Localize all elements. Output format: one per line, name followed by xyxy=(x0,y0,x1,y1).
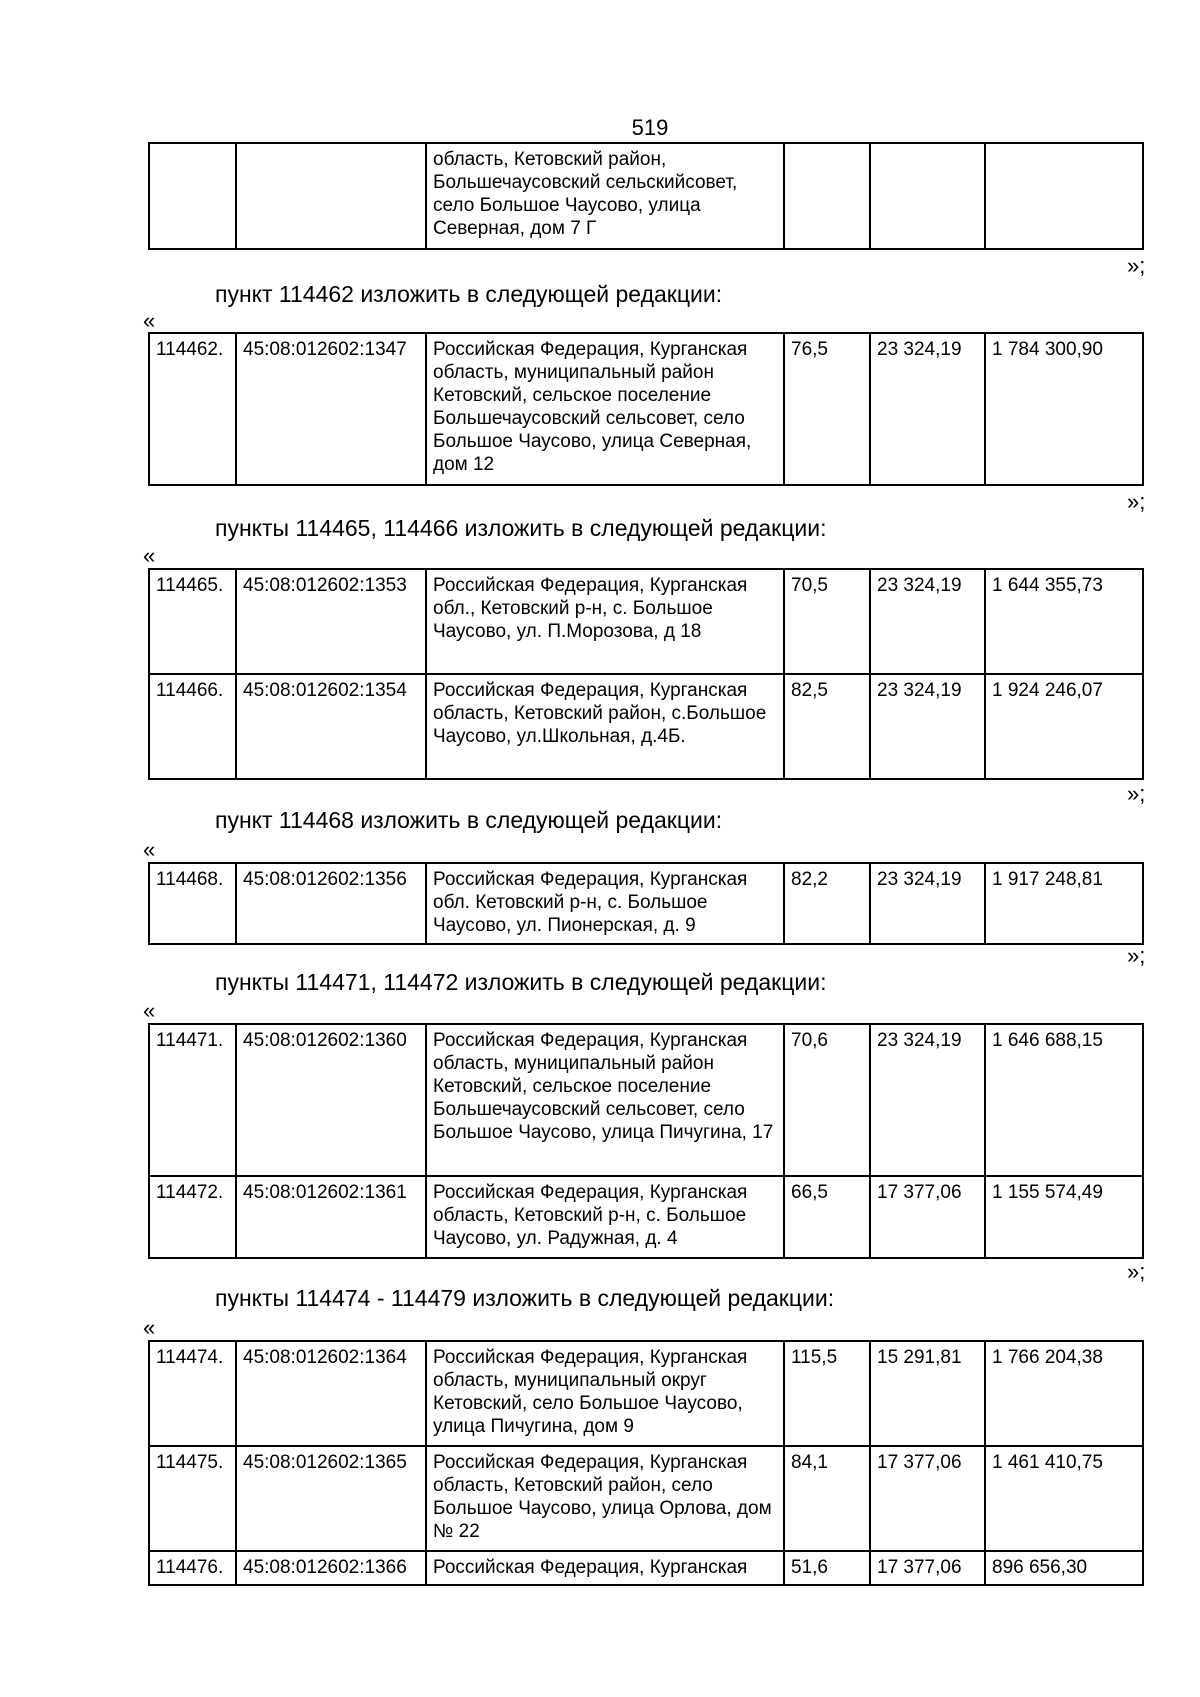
cadastral-value-cell: 1 917 248,81 xyxy=(985,863,1143,944)
item-number-cell: 114468. xyxy=(149,863,236,944)
opening-quote: « xyxy=(143,308,156,333)
address-cell: Российская Федерация, Курганская xyxy=(426,1551,784,1585)
table-row xyxy=(149,1176,1143,1258)
item-number-cell: 114471. xyxy=(149,1024,236,1176)
table-row xyxy=(149,1341,1143,1446)
address-cell: Российская Федерация, Курганская обл. Кетовский р-н, с. Большое Чаусово, ул. Пионерская, д. 9 xyxy=(426,863,784,944)
rate-cell: 17 377,06 xyxy=(870,1551,985,1585)
area-cell: 70,6 xyxy=(784,1024,870,1176)
address-cell: Российская Федерация, Курганская область, Кетовский район, село Большое Чаусово, улица Орлова, дом № 22 xyxy=(426,1446,784,1551)
register-table xyxy=(148,332,1144,486)
register-table xyxy=(148,142,1144,250)
address-cell: область, Кетовский район, Большечаусовский сельскийсовет, село Большое Чаусово, улица Северная, дом 7 Г xyxy=(426,143,784,249)
table-row xyxy=(149,1024,1143,1176)
page-number: 519 xyxy=(631,115,669,140)
amendment-heading: пункты 114465, 114466 изложить в следующей редакции: xyxy=(215,515,827,541)
amendment-heading: пункты 114474 - 114479 изложить в следующей редакции: xyxy=(215,1285,835,1311)
cadastral-value-cell: 1 766 204,38 xyxy=(985,1341,1143,1446)
rate-cell: 23 324,19 xyxy=(870,674,985,779)
area-cell: 82,2 xyxy=(784,863,870,944)
cadastral-value-cell: 1 461 410,75 xyxy=(985,1446,1143,1551)
item-number-cell xyxy=(149,143,236,249)
opening-quote: « xyxy=(143,1315,156,1340)
area-cell: 51,6 xyxy=(784,1551,870,1585)
rate-cell: 23 324,19 xyxy=(870,863,985,944)
register-table xyxy=(148,1023,1144,1259)
cadastral-number-cell: 45:08:012602:1347 xyxy=(236,333,426,485)
rate-cell: 17 377,06 xyxy=(870,1446,985,1551)
item-number-cell: 114462. xyxy=(149,333,236,485)
rate-cell: 23 324,19 xyxy=(870,569,985,674)
opening-quote: « xyxy=(143,543,156,568)
rate-cell: 23 324,19 xyxy=(870,333,985,485)
item-number-cell: 114474. xyxy=(149,1341,236,1446)
register-table xyxy=(148,862,1144,945)
cadastral-number-cell: 45:08:012602:1353 xyxy=(236,569,426,674)
register-table xyxy=(148,568,1144,780)
cadastral-value-cell: 896 656,30 xyxy=(985,1551,1143,1585)
table-row xyxy=(149,143,1143,249)
cadastral-value-cell: 1 644 355,73 xyxy=(985,569,1143,674)
area-cell: 70,5 xyxy=(784,569,870,674)
item-number-cell: 114466. xyxy=(149,674,236,779)
area-cell: 82,5 xyxy=(784,674,870,779)
cadastral-number-cell: 45:08:012602:1364 xyxy=(236,1341,426,1446)
table-row xyxy=(149,333,1143,485)
area-cell xyxy=(784,143,870,249)
rate-cell: 17 377,06 xyxy=(870,1176,985,1258)
address-cell: Российская Федерация, Курганская область, муниципальный округ Кетовский, село Большое Чаусово, улица Пичугина, дом 9 xyxy=(426,1341,784,1446)
register-table xyxy=(148,1340,1144,1586)
address-cell: Российская Федерация, Курганская область, муниципальный район Кетовский, сельское поселение Большечаусовский сельсовет, село Большое Чаусово, улица Северная, дом 12 xyxy=(426,333,784,485)
amendment-heading: пункт 114468 изложить в следующей редакции: xyxy=(215,807,723,833)
area-cell: 76,5 xyxy=(784,333,870,485)
cadastral-number-cell: 45:08:012602:1361 xyxy=(236,1176,426,1258)
cadastral-value-cell: 1 784 300,90 xyxy=(985,333,1143,485)
item-number-cell: 114472. xyxy=(149,1176,236,1258)
closing-quote: »; xyxy=(1127,781,1146,806)
item-number-cell: 114475. xyxy=(149,1446,236,1551)
cadastral-value-cell: 1 646 688,15 xyxy=(985,1024,1143,1176)
area-cell: 115,5 xyxy=(784,1341,870,1446)
opening-quote: « xyxy=(143,998,156,1023)
table-row xyxy=(149,569,1143,674)
opening-quote: « xyxy=(143,837,156,862)
cadastral-number-cell: 45:08:012602:1365 xyxy=(236,1446,426,1551)
rate-cell: 23 324,19 xyxy=(870,1024,985,1176)
amendment-heading: пункты 114471, 114472 изложить в следующей редакции: xyxy=(215,969,827,995)
cadastral-number-cell: 45:08:012602:1366 xyxy=(236,1551,426,1585)
table-row xyxy=(149,863,1143,944)
cadastral-number-cell: 45:08:012602:1354 xyxy=(236,674,426,779)
cadastral-value-cell xyxy=(985,143,1143,249)
cadastral-value-cell: 1 924 246,07 xyxy=(985,674,1143,779)
rate-cell: 15 291,81 xyxy=(870,1341,985,1446)
address-cell: Российская Федерация, Курганская область, Кетовский р-н, с. Большое Чаусово, ул. Радужная, д. 4 xyxy=(426,1176,784,1258)
table-row xyxy=(149,674,1143,779)
address-cell: Российская Федерация, Курганская область, Кетовский район, с.Большое Чаусово, ул.Школьная, д.4Б. xyxy=(426,674,784,779)
cadastral-value-cell: 1 155 574,49 xyxy=(985,1176,1143,1258)
area-cell: 84,1 xyxy=(784,1446,870,1551)
item-number-cell: 114465. xyxy=(149,569,236,674)
cadastral-number-cell: 45:08:012602:1360 xyxy=(236,1024,426,1176)
table-row xyxy=(149,1446,1143,1551)
amendment-heading: пункт 114462 изложить в следующей редакции: xyxy=(215,281,723,307)
closing-quote: »; xyxy=(1127,253,1146,278)
cadastral-number-cell: 45:08:012602:1356 xyxy=(236,863,426,944)
rate-cell xyxy=(870,143,985,249)
closing-quote: »; xyxy=(1127,489,1146,514)
cadastral-number-cell xyxy=(236,143,426,249)
address-cell: Российская Федерация, Курганская обл., Кетовский р-н, с. Большое Чаусово, ул. П.Морозова, д 18 xyxy=(426,569,784,674)
closing-quote: »; xyxy=(1127,1259,1146,1284)
address-cell: Российская Федерация, Курганская область, муниципальный район Кетовский, сельское поселение Большечаусовский сельсовет, село Большое Чаусово, улица Пичугина, 17 xyxy=(426,1024,784,1176)
item-number-cell: 114476. xyxy=(149,1551,236,1585)
area-cell: 66,5 xyxy=(784,1176,870,1258)
closing-quote: »; xyxy=(1127,943,1146,968)
table-row xyxy=(149,1551,1143,1585)
